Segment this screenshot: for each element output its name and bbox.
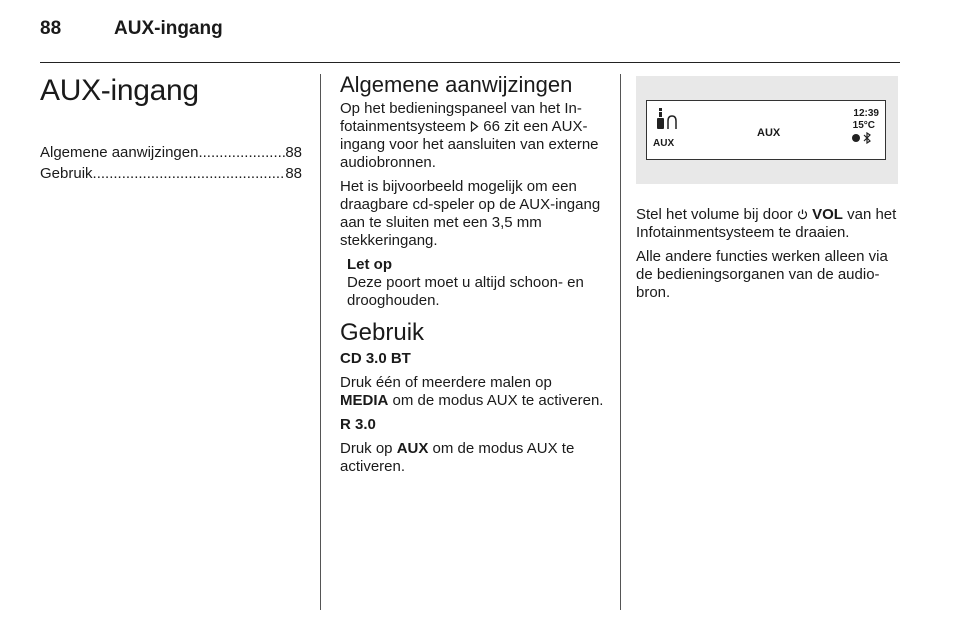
paragraph: Het is bijvoorbeeld mogelijk om een draagbare cd-speler op de AUX-ingang aan te sluiten met een 3,5 mm stekkeringang. <box>340 178 601 249</box>
header-rule <box>40 62 900 63</box>
keyword-aux: AUX <box>396 440 429 457</box>
paragraph: Stel het volume bij door VOL van het Infotainmentsysteem te draaien. <box>636 206 897 241</box>
keyword-media: MEDIA <box>340 392 389 409</box>
note-text: Deze poort moet u altijd schoon- en drooghouden. <box>347 274 584 309</box>
display-center-label: AUX <box>757 127 781 139</box>
display-illustration <box>636 76 898 184</box>
subheading-cd30bt: CD 3.0 BT <box>340 350 411 367</box>
chapter-title: AUX-ingang <box>40 74 199 107</box>
display-temperature: 15°C <box>852 120 875 131</box>
section-heading-general: Algemene aanwijzingen <box>340 72 573 97</box>
toc-entry-page: 88 <box>285 165 302 182</box>
toc-entry-label: Algemene aanwijzingen <box>40 144 199 161</box>
bluetooth-status-icon <box>851 132 877 144</box>
subheading-r30: R 3.0 <box>340 416 376 433</box>
toc-entry[interactable] <box>40 142 302 163</box>
column-divider-2 <box>620 74 621 610</box>
section-heading-usage: Gebruik <box>340 319 425 346</box>
display-source-label: AUX <box>653 138 675 149</box>
toc-entry[interactable] <box>40 163 302 184</box>
display-screen <box>646 100 886 160</box>
note-box <box>347 256 604 310</box>
keyword-vol: VOL <box>812 206 843 223</box>
aux-plug-icon <box>655 107 685 135</box>
column-right <box>636 76 908 308</box>
header-title: AUX-ingang <box>114 18 223 39</box>
note-label: Let op <box>347 256 392 273</box>
display-time: 12:39 <box>853 108 879 119</box>
toc-leader <box>198 142 285 163</box>
paragraph: Op het bedieningspaneel van het Infotainmentsysteem 66 zit een AUX-ingang voor het aansluiten van externe audiobronnen. <box>340 100 599 171</box>
page-header <box>40 18 223 40</box>
toc-entry-label: Gebruik <box>40 165 93 182</box>
power-knob-icon <box>797 209 808 220</box>
column-toc <box>40 74 302 184</box>
column-divider-1 <box>320 74 321 610</box>
column-main <box>340 72 604 482</box>
paragraph: Druk op AUX om de modus AUX te activeren. <box>340 440 575 475</box>
toc-entry-page: 88 <box>285 144 302 161</box>
arrow-reference-icon <box>470 121 479 132</box>
page-number: 88 <box>40 18 62 39</box>
paragraph: Druk één of meerdere malen op MEDIA om de modus AUX te activeren. <box>340 374 604 409</box>
toc-leader <box>93 163 286 184</box>
paragraph: Alle andere functies werken alleen via de bedieningsorganen van de audiobron. <box>636 248 888 301</box>
